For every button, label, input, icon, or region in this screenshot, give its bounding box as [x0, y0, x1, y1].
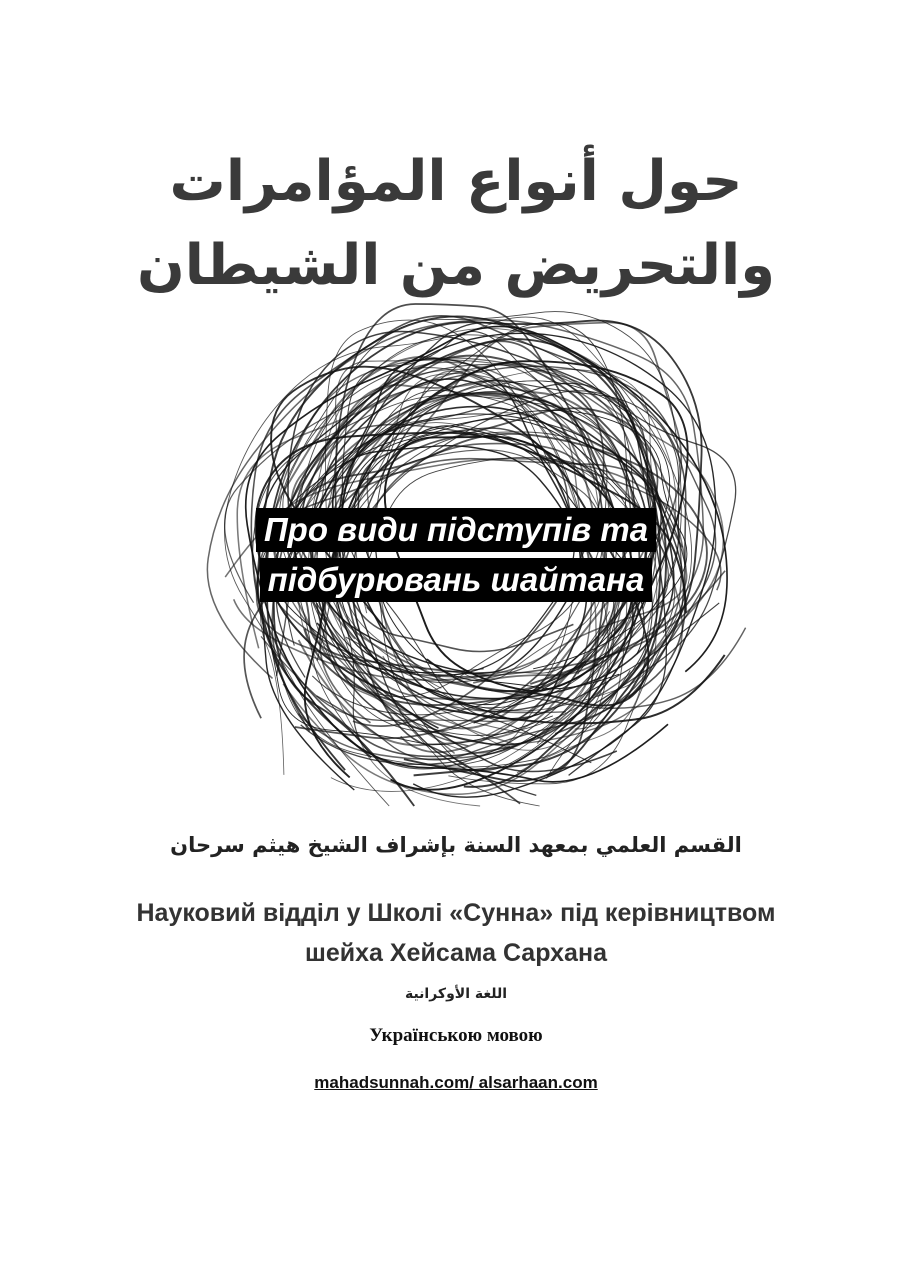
arabic-title [56, 140, 856, 308]
department-ukrainian-line-1: Науковий відділ у Школі «Сунна» під керівництвом [136, 899, 776, 927]
language-arabic: اللغة الأوكرانية [404, 986, 508, 1002]
language-ukrainian: Українською мовою [369, 1025, 543, 1046]
ukrainian-title-line-2: підбурювань шайтана [260, 558, 653, 602]
arabic-title-line-2: والتحريض من الشيطان [136, 233, 775, 298]
website-link[interactable]: mahadsunnah.com/ alsarhaan.com [314, 1073, 598, 1092]
ukrainian-title [150, 505, 762, 605]
ukrainian-title-line-1: Про види підступів та [256, 508, 656, 552]
department-arabic: القسم العلمي بمعهد السنة بإشراف الشيخ هيثم سرحان [170, 833, 742, 857]
department-ukrainian-line-2: шейха Хейсама Сархана [305, 939, 607, 967]
department-ukrainian [80, 893, 832, 973]
website [200, 1070, 712, 1096]
arabic-title-line-1: حول أنواع المؤامرات [169, 149, 743, 214]
